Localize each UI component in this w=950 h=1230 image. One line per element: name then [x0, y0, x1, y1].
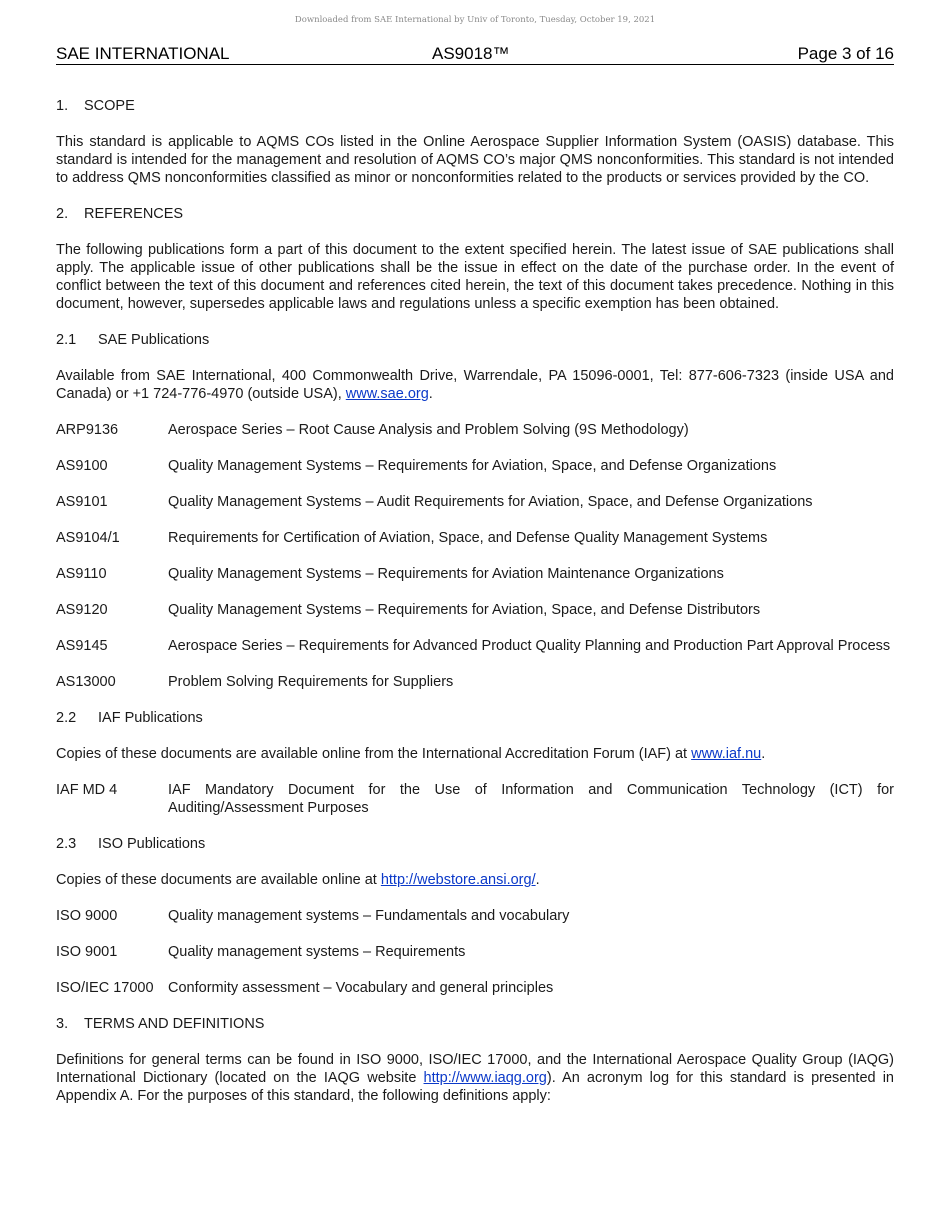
reference-title: Requirements for Certification of Aviation, Space, and Defense Quality Management Systems: [168, 530, 768, 546]
reference-title: Problem Solving Requirements for Suppliers: [168, 674, 454, 690]
header-org: SAE INTERNATIONAL: [56, 44, 230, 63]
sae-availability-paragraph: [56, 367, 894, 403]
reference-code: AS9120: [56, 602, 108, 618]
reference-title: Quality Management Systems – Requirements for Aviation Maintenance Organizations: [168, 566, 724, 582]
reference-item: [56, 943, 894, 961]
reference-item: [56, 529, 894, 547]
reference-code: ARP9136: [56, 422, 119, 438]
section-heading-sae-publications: [56, 331, 894, 349]
reference-code: ISO/IEC 17000: [56, 980, 154, 996]
terms-paragraph: [56, 1051, 894, 1105]
paragraph-text: Definitions for general terms can be found in ISO 9000, ISO/IEC 17000, and the International Aerospace Quality Group (IAQG) International Dictionary (located on the IAQG website: [56, 1052, 894, 1086]
paragraph-text: Copies of these documents are available online from the International Accreditation Forum (IAF) at: [56, 746, 692, 762]
reference-item: [56, 565, 894, 583]
sae-website-link[interactable]: www.sae.org: [345, 386, 429, 402]
references-paragraph: The following publications form a part of this document to the extent specified herein. The latest issue of SAE publications shall apply. The applicable issue of other publications shall be the issue in effect on the date of the purchase order. In the event of conflict between the text of this document and references cited herein, the text of this document takes precedence. Nothing in this document, however, supersedes applicable laws and regulations unless a specific exemption has been obtained.: [56, 242, 894, 312]
reference-title: Quality Management Systems – Requirements for Aviation, Space, and Defense Distributors: [168, 602, 761, 618]
section-number: 2.: [56, 206, 69, 222]
reference-code: AS9110: [56, 566, 107, 582]
section-title: SAE Publications: [98, 332, 210, 348]
section-number: 3.: [56, 1016, 69, 1032]
reference-code: AS9104/1: [56, 530, 120, 546]
iaf-availability-paragraph: [56, 745, 894, 763]
reference-code: AS9145: [56, 638, 108, 654]
section-heading-iaf-publications: [56, 709, 894, 727]
reference-item: [56, 601, 894, 619]
section-heading-iso-publications: [56, 835, 894, 853]
section-title: REFERENCES: [84, 206, 184, 222]
reference-title: Aerospace Series – Requirements for Advanced Product Quality Planning and Production Part Approval Process: [168, 638, 891, 654]
reference-title: Quality management systems – Fundamentals and vocabulary: [168, 908, 570, 924]
paragraph-text-continued: ). An acronym log for this standard is presented in Appendix A. For the purposes of this standard, the following definitions apply:: [56, 1070, 894, 1104]
paragraph-punctuation: .: [428, 386, 433, 402]
reference-item: [56, 673, 894, 691]
paragraph-punctuation: .: [761, 746, 766, 762]
section-title: SCOPE: [84, 98, 135, 114]
download-watermark: Downloaded from SAE International by Univ of Toronto, Tuesday, October 19, 2021: [294, 15, 656, 25]
reference-code: ISO 9000: [56, 908, 118, 924]
section-title: TERMS AND DEFINITIONS: [84, 1016, 265, 1032]
section-number: 2.3: [56, 836, 77, 852]
section-number: 2.1: [56, 332, 77, 348]
scope-paragraph: This standard is applicable to AQMS COs listed in the Online Aerospace Supplier Information System (OASIS) database. This standard is intended for the management and resolution of AQMS CO’s major QMS nonconformities. This standard is not intended to address QMS nonconformities classified as minor or nonconformities related to the products or services provided by the CO.: [56, 134, 894, 186]
reference-code: IAF MD 4: [56, 782, 118, 798]
section-title: ISO Publications: [98, 836, 206, 852]
reference-item: [56, 907, 894, 925]
reference-item: [56, 637, 894, 655]
document-body: [56, 97, 894, 1123]
reference-title: Quality Management Systems – Requirements for Aviation, Space, and Defense Organizations: [168, 458, 777, 474]
reference-title: Quality Management Systems – Audit Requirements for Aviation, Space, and Defense Organizations: [168, 494, 813, 510]
section-heading-scope: [56, 97, 894, 115]
iso-availability-paragraph: [56, 871, 894, 889]
reference-title: Quality management systems – Requirements: [168, 944, 466, 960]
ansi-webstore-link[interactable]: http://webstore.ansi.org/: [380, 872, 536, 888]
paragraph-text: Copies of these documents are available online at: [56, 872, 381, 888]
reference-item: [56, 781, 894, 817]
reference-item: [56, 421, 894, 439]
reference-title: IAF Mandatory Document for the Use of Information and Communication Technology (ICT) for Auditing/Assessment Purposes: [168, 782, 894, 816]
section-title: IAF Publications: [98, 710, 203, 726]
section-number: 1.: [56, 98, 69, 114]
header-doc-number: AS9018™: [432, 44, 510, 63]
paragraph-text: Available from SAE International, 400 Commonwealth Drive, Warrendale, PA 15096-0001, Tel: 877-606-7323 (inside USA and Canada) or +1 724-776-4970 (outside USA),: [56, 368, 894, 402]
section-heading-terms-definitions: [56, 1015, 894, 1033]
iaf-website-link[interactable]: www.iaf.nu: [691, 746, 762, 762]
reference-item: [56, 457, 894, 475]
iso-reference-list: [56, 907, 894, 997]
page-header: [56, 44, 894, 65]
iaqg-website-link[interactable]: http://www.iaqg.org: [423, 1070, 547, 1086]
section-number: 2.2: [56, 710, 77, 726]
reference-item: [56, 493, 894, 511]
reference-code: ISO 9001: [56, 944, 118, 960]
reference-code: AS9101: [56, 494, 108, 510]
reference-code: AS13000: [56, 674, 116, 690]
reference-title: Aerospace Series – Root Cause Analysis and Problem Solving (9S Methodology): [168, 422, 689, 438]
paragraph-punctuation: .: [535, 872, 540, 888]
sae-reference-list: [56, 421, 894, 691]
section-heading-references: [56, 205, 894, 223]
reference-item: [56, 979, 894, 997]
iaf-reference-list: [56, 781, 894, 817]
header-page-number: Page 3 of 16: [797, 44, 894, 63]
reference-title: Conformity assessment – Vocabulary and general principles: [168, 980, 554, 996]
reference-code: AS9100: [56, 458, 108, 474]
